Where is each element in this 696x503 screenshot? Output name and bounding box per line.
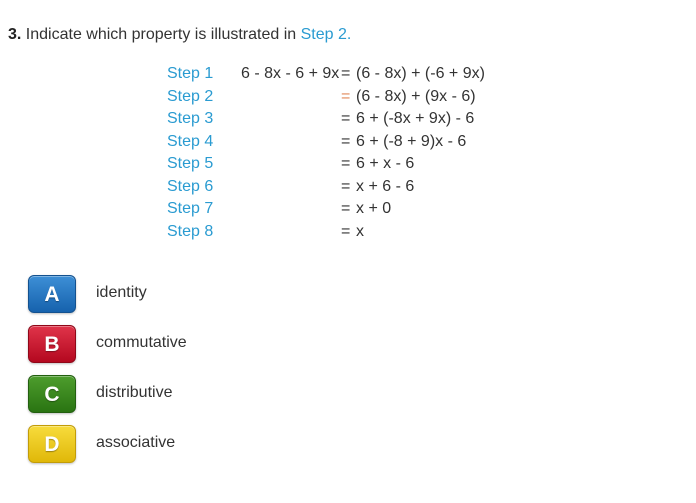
step-reference: Step 2.	[300, 26, 352, 43]
answer-choice-c[interactable]	[28, 375, 328, 415]
step-expression-right: x	[356, 222, 364, 240]
answer-choice-a[interactable]	[28, 275, 328, 315]
equals-sign: =	[341, 132, 351, 150]
choice-d-button[interactable]: D	[28, 425, 76, 463]
answer-choice-d[interactable]	[28, 425, 328, 465]
choice-b-button[interactable]: B	[28, 325, 76, 363]
choice-d-label: associative	[96, 434, 176, 451]
question-text: Indicate which property is illustrated in	[25, 26, 297, 43]
step-expression-right: 6 + (-8x + 9x) - 6	[356, 110, 475, 127]
step-expression-right: x + 0	[356, 200, 392, 217]
choice-a-button[interactable]: A	[28, 275, 76, 313]
step-label: Step 8	[167, 222, 214, 240]
step-expression-right: 6 + x - 6	[356, 155, 415, 172]
choice-a-label: identity	[96, 284, 147, 301]
equals-sign: =	[341, 222, 351, 240]
step-row	[167, 86, 507, 109]
equals-sign: =	[341, 155, 351, 172]
step-label: Step 7	[167, 200, 214, 217]
equals-sign-highlighted: =	[341, 87, 351, 105]
step-row	[167, 131, 507, 154]
step-expression-right: 6 + (-8 + 9)x - 6	[356, 132, 467, 150]
equals-sign: =	[341, 200, 351, 217]
step-label: Step 2	[167, 87, 214, 105]
equals-sign: =	[341, 65, 351, 82]
choice-c-label: distributive	[96, 384, 173, 401]
step-row	[167, 153, 507, 176]
choice-b-label: commutative	[96, 334, 187, 351]
step-row	[167, 198, 507, 221]
step-expression-left: 6 - 8x - 6 + 9x	[241, 65, 340, 82]
step-row	[167, 221, 507, 244]
question-number: 3.	[8, 26, 22, 43]
step-label: Step 6	[167, 177, 214, 195]
step-expression-right: x + 6 - 6	[356, 177, 415, 195]
step-label: Step 4	[167, 132, 214, 150]
equals-sign: =	[341, 177, 351, 195]
step-row	[167, 63, 507, 86]
step-row	[167, 108, 507, 131]
step-row	[167, 176, 507, 199]
question-prompt	[8, 25, 351, 45]
step-label: Step 5	[167, 155, 214, 172]
step-label: Step 3	[167, 110, 214, 127]
step-expression-right: (6 - 8x) + (9x - 6)	[356, 87, 476, 105]
equals-sign: =	[341, 110, 351, 127]
choice-c-button[interactable]: C	[28, 375, 76, 413]
answer-choice-b[interactable]	[28, 325, 328, 365]
step-label: Step 1	[167, 65, 214, 82]
steps-table	[167, 63, 507, 243]
step-expression-right: (6 - 8x) + (-6 + 9x)	[356, 65, 485, 82]
